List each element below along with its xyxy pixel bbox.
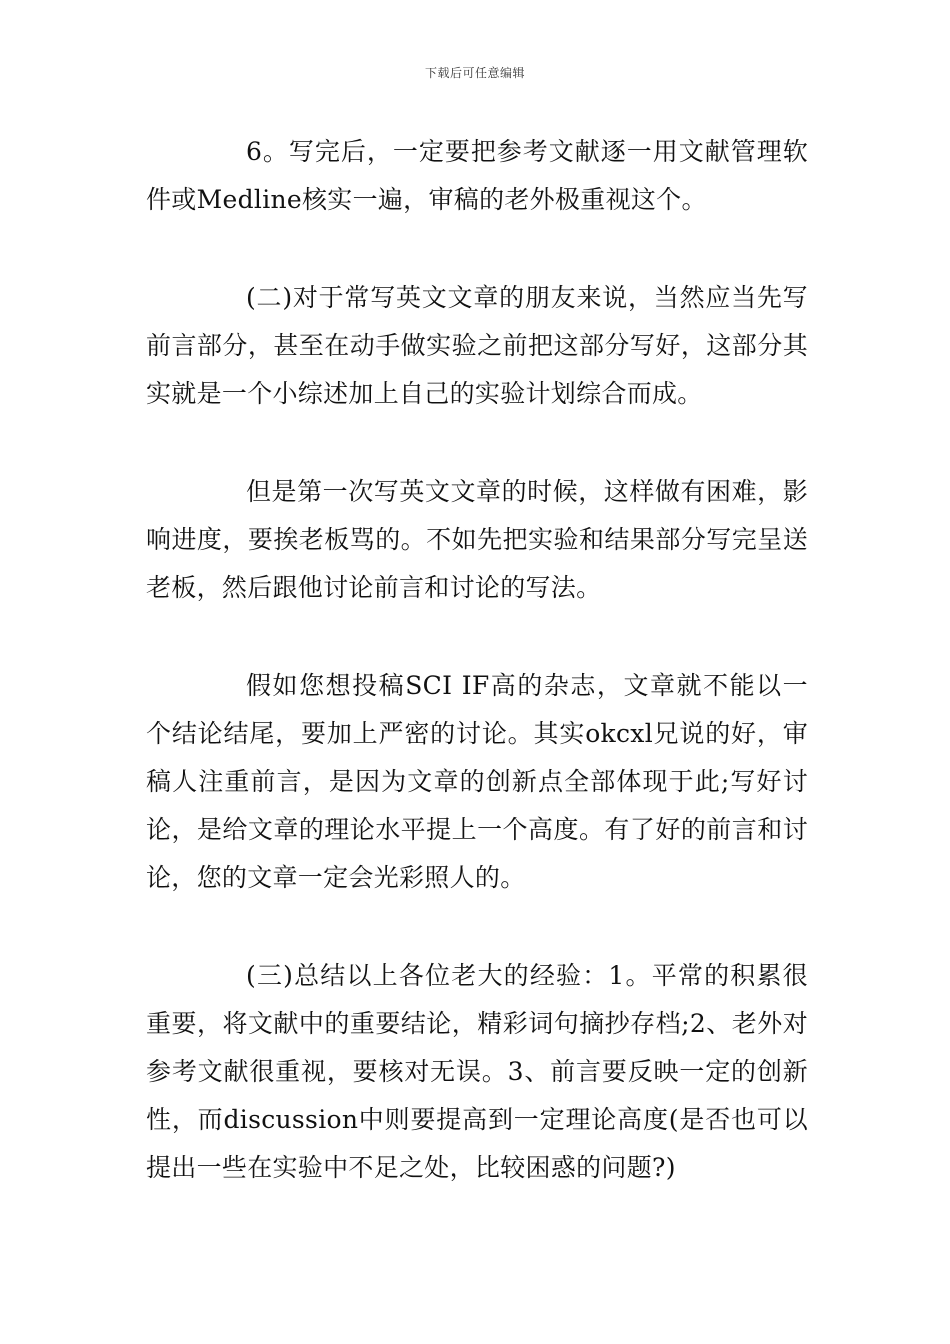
- paragraph-reference-check: 6。写完后，一定要把参考文献逐一用文献管理软件或Medline核实一遍，审稿的老外极重视这个。: [146, 137, 808, 214]
- paragraph-introduction-first: (二)对于常写英文文章的朋友来说，当然应当先写前言部分，甚至在动手做实验之前把这部分写好，这部分其实就是一个小综述加上自己的实验计划综合而成。: [146, 283, 808, 408]
- paragraph-first-paper: 但是第一次写英文文章的时候，这样做有困难，影响进度，要挨老板骂的。不如先把实验和结果部分写完呈送老板，然后跟他讨论前言和讨论的写法。: [146, 477, 808, 602]
- page-header: 下载后可任意编辑: [424, 66, 525, 80]
- document-body: [146, 128, 808, 1242]
- paragraph-summary: (三)总结以上各位老大的经验：1。平常的积累很重要，将文献中的重要结论，精彩词句摘抄存档;2、老外对参考文献很重视，要核对无误。3、前言要反映一定的创新性，而discussion中则要提高到一定理论高度(是否也可以提出一些在实验中不足之处，比较困惑的问题?): [146, 961, 808, 1182]
- paragraph-high-if-journal: 假如您想投稿SCI IF高的杂志，文章就不能以一个结论结尾，要加上严密的讨论。其实okcxl兄说的好，审稿人注重前言，是因为文章的创新点全部体现于此;写好讨论，是给文章的理论水平提上一个高度。有了好的前言和讨论，您的文章一定会光彩照人的。: [146, 671, 808, 892]
